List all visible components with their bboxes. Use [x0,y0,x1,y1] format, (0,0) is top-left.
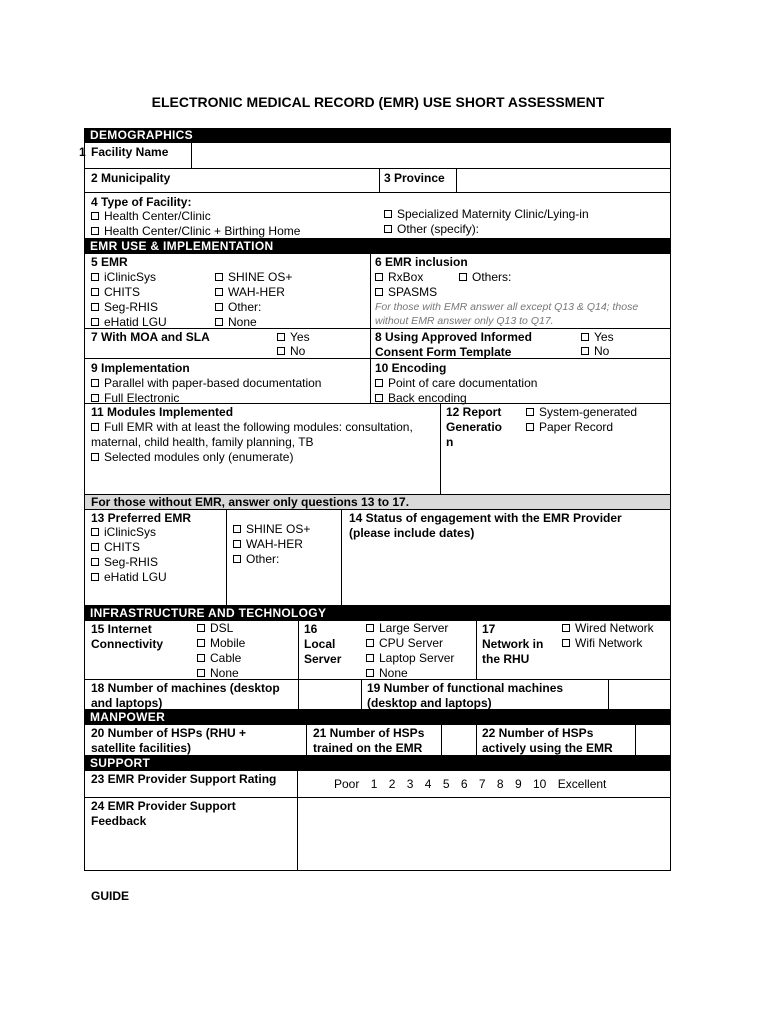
section-header-infrastructure: INFRASTRUCTURE AND TECHNOLOGY [84,606,671,621]
server-option[interactable]: CPU Server [366,636,454,651]
q19-label: (desktop and laptops) [367,696,492,710]
q15-label: Connectivity [91,637,164,651]
rating-option[interactable]: 5 [442,777,450,791]
section-header-emr-use: EMR USE & IMPLEMENTATION [84,239,671,254]
q22-label: actively using the EMR [482,741,613,755]
emr-option[interactable]: WAH-HER [215,285,292,300]
checkbox-icon [366,624,374,632]
network-option[interactable]: Wifi Network [562,636,654,651]
checkbox-icon [91,273,99,281]
rating-option[interactable]: 8 [496,777,504,791]
no-emr-banner: For those without EMR, answer only questions 13 to 17. [84,495,671,510]
checkbox-icon [562,639,570,647]
row-municipality-province [84,169,671,193]
row-modules-report [84,404,671,495]
rating-option[interactable]: 9 [514,777,522,791]
checkbox-icon [366,639,374,647]
checkbox-icon [233,540,241,548]
checkbox-icon [215,318,223,326]
row-emr [84,254,671,329]
moa-yes-option[interactable]: Yes [277,330,310,345]
checkbox-icon [375,394,383,402]
checkbox-icon [215,273,223,281]
checkbox-icon [91,394,99,402]
checkbox-icon [91,453,99,461]
rating-option[interactable]: 2 [388,777,396,791]
q1-label: Facility Name [91,145,169,159]
q23-label: 23 EMR Provider Support Rating [91,772,277,786]
assessment-form [79,128,671,871]
facility-type-option[interactable]: Other (specify): [384,222,479,237]
q20-label: satellite facilities) [91,741,192,755]
checkbox-icon [197,624,205,632]
row-support-feedback [84,798,671,871]
municipality-field[interactable] [285,169,379,192]
emr-option[interactable]: iClinicSys [91,270,167,285]
q13-label: 13 Preferred EMR [91,511,192,525]
functional-machines-field[interactable] [609,680,670,709]
q5-label: 5 EMR [91,255,128,269]
q24-label: Feedback [91,814,147,828]
q16-options [366,621,454,681]
checkbox-icon [384,225,392,233]
hsps-active-field[interactable] [636,725,670,755]
server-option[interactable]: None [366,666,454,681]
rating-option[interactable]: 6 [460,777,468,791]
checkbox-icon [91,543,99,551]
preferred-emr-option[interactable]: CHITS [91,540,167,555]
emr-option[interactable]: None [215,315,292,330]
machines-count-field[interactable] [299,680,361,709]
checkbox-icon [581,347,589,355]
checkbox-icon [581,333,589,341]
checkbox-icon [91,318,99,326]
preferred-emr-option[interactable]: WAH-HER [233,537,310,552]
report-option[interactable]: Paper Record [526,420,613,435]
q4-label: 4 Type of Facility: [91,195,192,209]
province-field[interactable] [457,169,670,192]
checkbox-icon [375,288,383,296]
rating-option[interactable]: 1 [370,777,378,791]
q7-label: 7 With MOA and SLA [91,330,210,344]
checkbox-icon [375,273,383,281]
modules-full-option[interactable]: Full EMR with at least the following modules: consultation, [91,420,413,435]
checkbox-icon [91,528,99,536]
q13-col2 [233,522,310,567]
implementation-option[interactable]: Parallel with paper-based documentation [91,376,321,391]
checkbox-icon [233,525,241,533]
section-header-demographics: DEMOGRAPHICS [84,128,671,143]
checkbox-icon [215,303,223,311]
checkbox-icon [197,654,205,662]
checkbox-icon [384,210,392,218]
page-title: ELECTRONIC MEDICAL RECORD (EMR) USE SHORT ASSESSMENT [151,94,605,110]
checkbox-icon [277,333,285,341]
preferred-emr-option[interactable]: eHatid LGU [91,570,167,585]
rating-option[interactable]: 10 [532,777,547,791]
q17-label: Network in [482,637,544,651]
row-connectivity-server-network [84,621,671,680]
q16-label: Server [304,652,342,666]
connectivity-option[interactable]: Cable [197,651,245,666]
checkbox-icon [459,273,467,281]
q5-col1 [91,270,167,330]
checkbox-icon [366,669,374,677]
q21-label: 21 Number of HSPs [313,726,425,740]
checkbox-icon [366,654,374,662]
facility-type-option[interactable]: Health Center/Clinic [91,209,211,224]
q13-col1 [91,525,167,585]
modules-selected-option[interactable]: Selected modules only (enumerate) [91,450,293,465]
checkbox-icon [91,227,99,235]
support-feedback-field[interactable] [298,798,670,870]
emr-option[interactable]: Other: [215,300,292,315]
checkbox-icon [91,212,99,220]
moa-no-option[interactable]: No [277,344,305,359]
preferred-emr-option[interactable]: Seg-RHIS [91,555,167,570]
checkbox-icon [526,423,534,431]
q2-label: 2 Municipality [91,171,171,185]
section-header-support: SUPPORT [84,756,671,771]
q6-label: 6 EMR inclusion [375,255,468,269]
q20-label: 20 Number of HSPs (RHU + [91,726,247,740]
modules-full-option-cont: maternal, child health, family planning, TB [91,435,314,449]
encoding-option[interactable]: Back encoding [375,391,467,406]
checkbox-icon [91,573,99,581]
q24-label: 24 EMR Provider Support [91,799,236,813]
checkbox-icon [277,347,285,355]
q16-label: 16 [304,622,318,636]
checkbox-icon [91,423,99,431]
facility-type-option[interactable]: Specialized Maternity Clinic/Lying-in [384,207,589,222]
support-rating-scale [334,777,614,791]
q17-label: 17 [482,622,496,636]
connectivity-option[interactable]: DSL [197,621,245,636]
q8-label: Consent Form Template [375,345,512,359]
emr-option[interactable]: Seg-RHIS [91,300,167,315]
q12-label: 12 Report [446,405,502,419]
q15-options [197,621,245,681]
consent-no-option[interactable]: No [581,344,609,359]
row-hsps [84,725,671,756]
network-option[interactable]: Wired Network [562,621,654,636]
checkbox-icon [233,555,241,563]
preferred-emr-option[interactable]: Other: [233,552,310,567]
emr-option[interactable]: SHINE OS+ [215,270,292,285]
row-facility-name [79,143,671,169]
q19-label: 19 Number of functional machines [367,681,564,695]
emr-inclusion-option[interactable]: SPASMS [375,285,437,300]
emr-inclusion-option[interactable]: Others: [459,270,511,285]
q15-label: 15 Internet [91,622,152,636]
checkbox-icon [91,379,99,387]
row-facility-type [84,193,671,239]
facility-name-field[interactable] [192,143,670,168]
implementation-option[interactable]: Full Electronic [91,391,179,406]
q18-label: and laptops) [91,696,163,710]
checkbox-icon [375,379,383,387]
q12-label: Generatio [446,420,503,434]
q14-label: 14 Status of engagement with the EMR Provider [349,511,622,525]
row-support-rating [84,771,671,798]
q22-label: 22 Number of HSPs [482,726,594,740]
checkbox-icon [526,408,534,416]
rating-poor-label: Poor [334,777,360,791]
q3-label: 3 Province [384,171,445,185]
server-option[interactable]: Laptop Server [366,651,454,666]
checkbox-icon [91,558,99,566]
q11-label: 11 Modules Implemented [91,405,234,419]
section-header-manpower: MANPOWER [84,710,671,725]
q18-label: 18 Number of machines (desktop [91,681,280,695]
q21-label: trained on the EMR [313,741,423,755]
q1-number: 1 [79,145,86,159]
consent-yes-option[interactable]: Yes [581,330,614,345]
q17-options [562,621,654,651]
rating-excellent-label: Excellent [557,777,607,791]
emr-instruction-note: For those with EMR answer all except Q13 & Q14; those without EMR answer only Q13 to Q17. [375,301,639,327]
q9-label: 9 Implementation [91,361,190,375]
checkbox-icon [562,624,570,632]
q10-label: 10 Encoding [375,361,447,375]
emr-inclusion-option[interactable]: RxBox [375,270,423,285]
q8-label: 8 Using Approved Informed [375,330,532,344]
report-option[interactable]: System-generated [526,405,637,420]
connectivity-option[interactable]: Mobile [197,636,245,651]
checkbox-icon [91,288,99,296]
row-preferred-emr [84,510,671,606]
preferred-emr-option[interactable]: SHINE OS+ [233,522,310,537]
guide-heading: GUIDE [91,889,130,903]
checkbox-icon [197,639,205,647]
q16-label: Local [304,637,336,651]
hsps-trained-field[interactable] [442,725,476,755]
preferred-emr-option[interactable]: iClinicSys [91,525,167,540]
rating-option[interactable]: 7 [478,777,486,791]
connectivity-option[interactable]: None [197,666,245,681]
row-machines [84,680,671,710]
emr-option[interactable]: eHatid LGU [91,315,167,330]
emr-option[interactable]: CHITS [91,285,167,300]
q5-col2 [215,270,292,330]
server-option[interactable]: Large Server [366,621,454,636]
q17-label: the RHU [482,652,530,666]
rating-option[interactable]: 3 [406,777,414,791]
encoding-option[interactable]: Point of care documentation [375,376,537,391]
rating-option[interactable]: 4 [424,777,432,791]
row-implementation-encoding [84,359,671,404]
checkbox-icon [91,303,99,311]
q12-label: n [446,435,454,449]
row-moa-consent [84,329,671,359]
checkbox-icon [215,288,223,296]
facility-type-option[interactable]: Health Center/Clinic + Birthing Home [91,224,300,239]
q14-label: (please include dates) [349,526,475,540]
checkbox-icon [197,669,205,677]
